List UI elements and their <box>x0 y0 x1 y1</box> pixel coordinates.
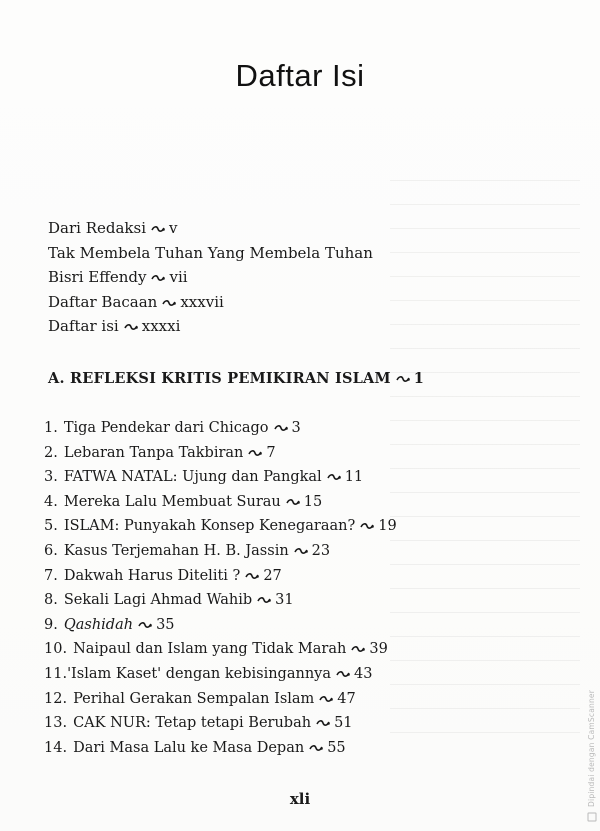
entry-title: Daftar isi <box>48 317 119 335</box>
toc-entry <box>44 588 397 613</box>
page-folio: xli <box>289 790 311 808</box>
entry-number: 1. <box>44 420 58 436</box>
entry-number: 8. <box>44 592 58 609</box>
entry-title: Dakwah Harus Diteliti ? <box>63 567 241 584</box>
entry-page-number: 15 <box>303 493 323 510</box>
entry-number: 11. <box>44 665 68 682</box>
entry-title: Sekali Lagi Ahmad Wahib <box>63 592 253 609</box>
camscanner-icon <box>587 813 596 822</box>
ornament-icon <box>124 323 138 331</box>
entry-title: 'Islam Kaset' dengan kebisingannya <box>67 665 332 682</box>
entry-title: Naipaul dan Islam yang Tidak Marah <box>73 641 347 658</box>
ornament-icon <box>274 424 288 432</box>
entry-title: Tak Membela Tuhan Yang Membela Tuhan <box>48 243 373 262</box>
entry-number: 12. <box>44 690 68 707</box>
entry-title: Qashidah <box>63 616 134 633</box>
toc-entry <box>44 514 397 539</box>
toc-entry <box>44 662 397 687</box>
ornament-icon <box>294 547 308 555</box>
entry-page-number: 43 <box>354 665 373 682</box>
entry-title: CAK NUR: Tetap tetapi Berubah <box>73 715 312 732</box>
ornament-icon <box>151 225 165 233</box>
ornament-icon <box>248 449 262 457</box>
section-title: A. REFLEKSI KRITIS PEMIKIRAN ISLAM <box>48 370 391 387</box>
entry-page-number: 39 <box>369 641 388 658</box>
entry-page-number: 27 <box>263 567 282 584</box>
ornament-icon <box>309 744 323 752</box>
entry-page-number: vii <box>169 268 188 286</box>
ornament-icon <box>286 498 300 506</box>
entry-page-number: 55 <box>327 739 346 756</box>
section-heading <box>48 370 424 387</box>
ornament-icon <box>138 621 152 629</box>
entry-page-number: xxxvii <box>180 292 224 311</box>
watermark-text: Dipindai dengan CamScanner <box>586 690 596 807</box>
ornament-icon <box>245 572 259 580</box>
toc-entry <box>44 441 397 466</box>
section-page-number: 1 <box>413 370 425 387</box>
entry-title: Dari Redaksi <box>48 219 147 237</box>
ornament-icon <box>151 274 165 282</box>
page-title: Daftar Isi <box>235 58 365 93</box>
ornament-icon <box>396 375 410 383</box>
ornament-icon <box>351 645 365 653</box>
entry-number: 9. <box>44 616 58 633</box>
toc-entry <box>44 416 397 441</box>
entry-page-number: 19 <box>378 518 397 535</box>
entry-title: Mereka Lalu Membuat Surau <box>63 493 281 510</box>
entry-number: 2. <box>44 444 58 461</box>
front-matter-item <box>48 290 373 315</box>
front-matter-item <box>48 241 373 266</box>
toc-entry <box>44 490 397 515</box>
entry-page-number: 47 <box>337 690 356 707</box>
toc-entry <box>44 687 397 712</box>
entry-title: Bisri Effendy <box>48 268 147 286</box>
toc-entry <box>44 564 397 589</box>
entry-number: 4. <box>44 493 58 510</box>
entry-page-number: 23 <box>311 542 331 559</box>
ornament-icon <box>336 670 350 678</box>
entry-number: 5. <box>44 518 58 535</box>
toc-entry <box>44 711 397 736</box>
entry-page-number: 3 <box>291 420 301 436</box>
ornament-icon <box>360 522 374 530</box>
front-matter-item <box>48 265 373 290</box>
entry-number: 13. <box>44 715 68 732</box>
ornament-icon <box>316 719 330 727</box>
ornament-icon <box>327 473 341 481</box>
entry-page-number: v <box>169 219 178 237</box>
entry-title: FATWA NATAL: Ujung dan Pangkal <box>63 469 322 486</box>
entry-title: Kasus Terjemahan H. B. Jassin <box>63 542 289 559</box>
front-matter-item <box>48 216 373 241</box>
entry-title: ISLAM: Punyakah Konsep Kenegaraan? <box>63 518 356 535</box>
front-matter-list <box>48 216 373 339</box>
entry-title: Daftar Bacaan <box>48 292 158 311</box>
ornament-icon <box>319 695 333 703</box>
entry-number: 7. <box>44 567 58 584</box>
bleed-through-shadow <box>390 180 580 740</box>
toc-entry <box>44 637 397 662</box>
entry-title: Dari Masa Lalu ke Masa Depan <box>73 739 305 756</box>
scanner-watermark <box>587 690 597 822</box>
entry-number: 14. <box>44 739 68 756</box>
entry-page-number: 11 <box>344 469 364 486</box>
entry-number: 10. <box>44 641 68 658</box>
front-matter-item <box>48 314 373 339</box>
entry-number: 6. <box>44 542 58 559</box>
toc-entry <box>44 465 397 490</box>
entry-page-number: xxxxi <box>141 317 181 335</box>
ornament-icon <box>162 299 176 307</box>
entry-page-number: 7 <box>266 444 276 461</box>
ornament-icon <box>257 596 271 604</box>
toc-entry <box>44 736 397 761</box>
toc-entry <box>44 539 397 564</box>
entry-number: 3. <box>44 469 58 486</box>
entry-page-number: 35 <box>156 616 175 633</box>
toc-entry <box>44 613 397 638</box>
entry-title: Lebaran Tanpa Takbiran <box>63 444 244 461</box>
entry-title: Tiga Pendekar dari Chicago <box>63 420 269 436</box>
toc-entry-list <box>44 416 397 760</box>
entry-title: Perihal Gerakan Sempalan Islam <box>73 690 315 707</box>
entry-page-number: 31 <box>275 592 294 609</box>
entry-page-number: 51 <box>334 715 353 732</box>
